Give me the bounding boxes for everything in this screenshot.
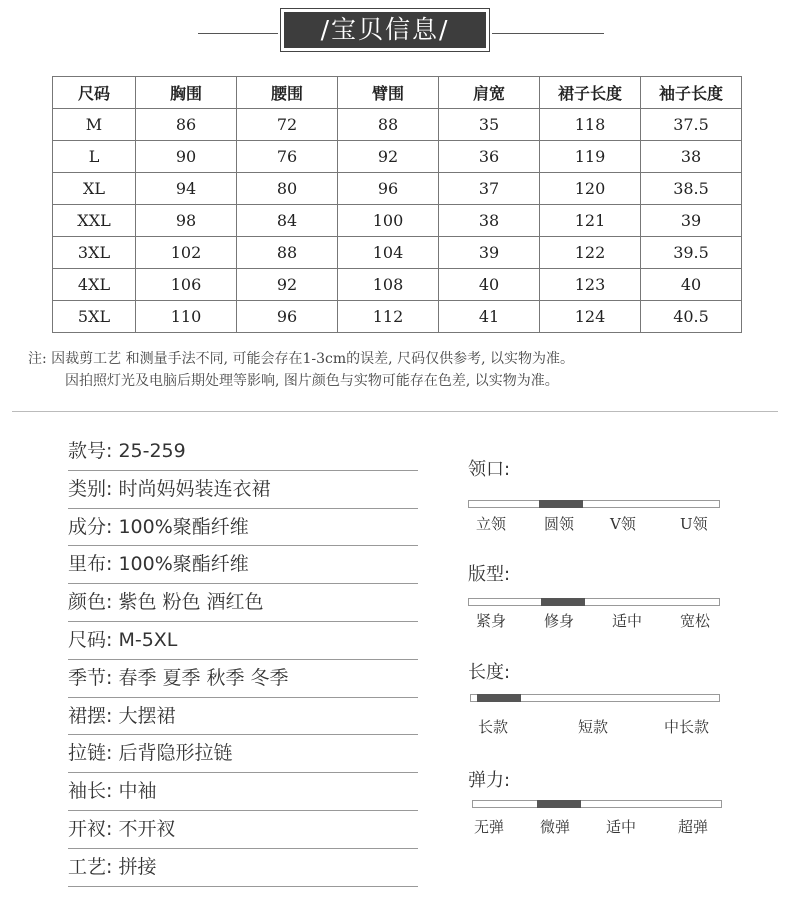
col-header: 裙子长度 [540, 77, 641, 109]
scale-title: 弹力: [468, 770, 511, 791]
header-title: /宝贝信息/ [284, 12, 486, 48]
scale-option: 短款 [578, 718, 609, 736]
attr-craft: 工艺: 拼接 [68, 849, 418, 887]
header-line-left [198, 33, 278, 34]
size-cell: L [53, 141, 136, 173]
scale-option: 适中 [606, 818, 637, 836]
scale-option: 超弹 [678, 818, 709, 836]
attr-lining: 里布: 100%聚酯纤维 [68, 546, 418, 584]
measurement-cell: 76 [237, 141, 338, 173]
measurement-cell: 38.5 [641, 173, 742, 205]
size-table-row [53, 237, 742, 269]
size-table-header-row [53, 77, 742, 109]
scale-indicator [541, 598, 585, 606]
measurement-cell: 40 [641, 269, 742, 301]
measurement-cell: 80 [237, 173, 338, 205]
measurement-cell: 119 [540, 141, 641, 173]
measurement-cell: 120 [540, 173, 641, 205]
measurement-cell: 94 [136, 173, 237, 205]
measurement-cell: 104 [338, 237, 439, 269]
measurement-cell: 40.5 [641, 301, 742, 333]
scale-title: 领口: [468, 459, 511, 480]
scale-option: 修身 [544, 612, 575, 630]
measurement-cell: 92 [338, 141, 439, 173]
size-notes [28, 348, 574, 392]
measurement-cell: 40 [439, 269, 540, 301]
scale-bar [470, 694, 720, 702]
col-header: 袖子长度 [641, 77, 742, 109]
measurement-cell: 36 [439, 141, 540, 173]
scale-indicator [537, 800, 581, 808]
scale-indicator [477, 694, 521, 702]
size-table [52, 76, 742, 333]
measurement-cell: 38 [439, 205, 540, 237]
section-divider [12, 411, 778, 412]
section-header [0, 6, 790, 52]
measurement-cell: 39.5 [641, 237, 742, 269]
measurement-cell: 92 [237, 269, 338, 301]
attr-slit: 开衩: 不开衩 [68, 811, 418, 849]
attr-hem: 裙摆: 大摆裙 [68, 698, 418, 736]
measurement-cell: 124 [540, 301, 641, 333]
size-cell: XL [53, 173, 136, 205]
measurement-cell: 112 [338, 301, 439, 333]
measurement-cell: 122 [540, 237, 641, 269]
attr-size: 尺码: M-5XL [68, 622, 418, 660]
measurement-cell: 118 [540, 109, 641, 141]
attr-category: 类别: 时尚妈妈装连衣裙 [68, 471, 418, 509]
scale-option: 微弹 [540, 818, 571, 836]
measurement-cell: 88 [338, 109, 439, 141]
measurement-cell: 106 [136, 269, 237, 301]
attr-composition: 成分: 100%聚酯纤维 [68, 509, 418, 547]
attr-style-number: 款号: 25-259 [68, 433, 418, 471]
size-table-row [53, 141, 742, 173]
scale-option: 宽松 [680, 612, 711, 630]
col-header: 腰围 [237, 77, 338, 109]
scale-title: 版型: [468, 564, 511, 585]
measurement-cell: 72 [237, 109, 338, 141]
measurement-cell: 38 [641, 141, 742, 173]
measurement-cell: 88 [237, 237, 338, 269]
measurement-cell: 39 [439, 237, 540, 269]
measurement-cell: 84 [237, 205, 338, 237]
scale-length [468, 658, 728, 736]
header-box [280, 8, 490, 52]
scale-option: 圆领 [544, 515, 575, 533]
measurement-cell: 96 [338, 173, 439, 205]
size-table-row [53, 109, 742, 141]
measurement-cell: 86 [136, 109, 237, 141]
size-cell: 4XL [53, 269, 136, 301]
scale-option: 紧身 [476, 612, 507, 630]
size-table-row [53, 301, 742, 333]
measurement-cell: 108 [338, 269, 439, 301]
scale-bar [468, 500, 720, 508]
measurement-cell: 110 [136, 301, 237, 333]
measurement-cell: 100 [338, 205, 439, 237]
scale-bar [472, 800, 722, 808]
attr-sleeve: 袖长: 中袖 [68, 773, 418, 811]
size-table-row [53, 269, 742, 301]
attribute-list [68, 433, 418, 887]
scale-elasticity [468, 766, 728, 836]
measurement-cell: 35 [439, 109, 540, 141]
scale-indicator [539, 500, 583, 508]
measurement-cell: 96 [237, 301, 338, 333]
header-line-right [492, 33, 604, 34]
col-header: 尺码 [53, 77, 136, 109]
attr-season: 季节: 春季 夏季 秋季 冬季 [68, 660, 418, 698]
measurement-cell: 102 [136, 237, 237, 269]
scale-neckline [468, 455, 728, 533]
size-table-row [53, 173, 742, 205]
measurement-cell: 123 [540, 269, 641, 301]
scale-option: 立领 [476, 515, 507, 533]
col-header: 肩宽 [439, 77, 540, 109]
note-line-2: 因拍照灯光及电脑后期处理等影响, 图片颜色与实物可能存在色差, 以实物为准。 [65, 373, 559, 389]
scale-title: 长度: [468, 662, 511, 683]
scale-fit [468, 560, 728, 630]
col-header: 胸围 [136, 77, 237, 109]
attr-zipper: 拉链: 后背隐形拉链 [68, 735, 418, 773]
scale-option: 长款 [478, 718, 509, 736]
size-cell: 3XL [53, 237, 136, 269]
scale-option: 中长款 [664, 718, 710, 736]
measurement-cell: 37.5 [641, 109, 742, 141]
col-header: 臂围 [338, 77, 439, 109]
note-line-1: 注: 因裁剪工艺 和测量手法不同, 可能会存在1-3cm的误差, 尺码仅供参考, 以实物为准。 [28, 351, 574, 367]
measurement-cell: 121 [540, 205, 641, 237]
scale-option: U领 [680, 515, 708, 533]
size-cell: XXL [53, 205, 136, 237]
measurement-cell: 98 [136, 205, 237, 237]
measurement-cell: 37 [439, 173, 540, 205]
measurement-cell: 39 [641, 205, 742, 237]
size-table-row [53, 205, 742, 237]
scale-option: 无弹 [474, 818, 505, 836]
measurement-cell: 90 [136, 141, 237, 173]
size-cell: 5XL [53, 301, 136, 333]
scale-option: V领 [610, 515, 636, 533]
measurement-cell: 41 [439, 301, 540, 333]
size-cell: M [53, 109, 136, 141]
scale-option: 适中 [612, 612, 643, 630]
attr-color: 颜色: 紫色 粉色 酒红色 [68, 584, 418, 622]
scale-bar [468, 598, 720, 606]
